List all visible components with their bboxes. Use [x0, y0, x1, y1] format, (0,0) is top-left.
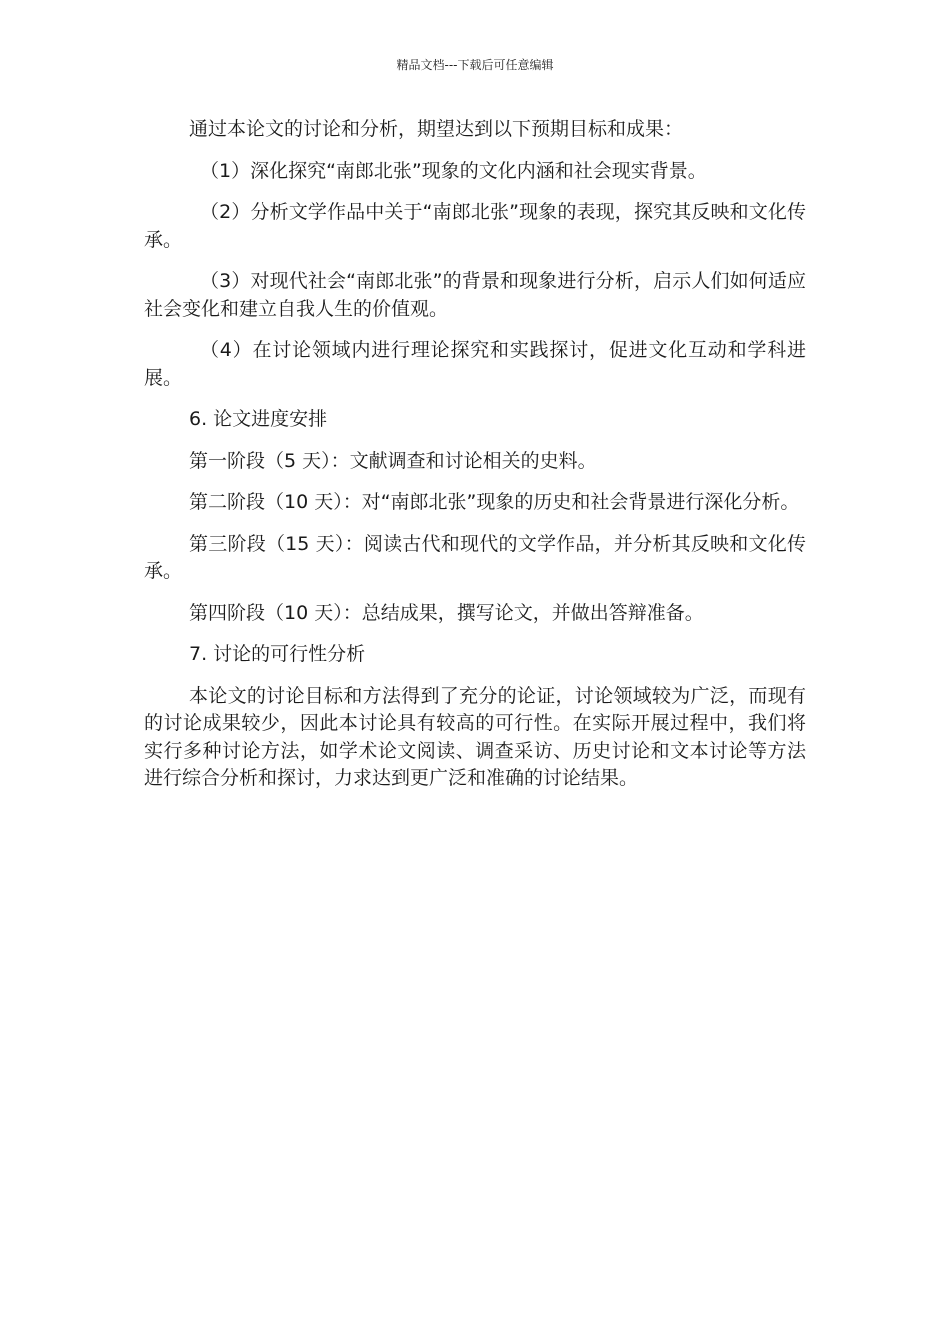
document-body [144, 116, 806, 807]
schedule-stage-4: 第四阶段（10 天）：总结成果，撰写论文，并做出答辩准备。 [189, 601, 704, 624]
feasibility-paragraph: 本论文的讨论目标和方法得到了充分的论证，讨论领域较为广泛，而现有的讨论成果较少，因此本讨论具有较高的可行性。在实际开展过程中，我们将实行多种讨论方法，如学术论文阅读、调查采访、历史讨论和文本讨论等方法进行综合分析和探讨，力求达到更广泛和准确的讨论结果。 [144, 684, 806, 789]
goal-item-2: （2）分析文学作品中关于“南郎北张”现象的表现，探究其反映和文化传承。 [144, 201, 806, 251]
goal-item-4: （4）在讨论领域内进行理论探究和实践探讨，促进文化互动和学科进展。 [144, 339, 806, 389]
intro-paragraph: 通过本论文的讨论和分析，期望达到以下预期目标和成果： [189, 118, 684, 140]
section-heading-feasibility: 7. 讨论的可行性分析 [189, 643, 366, 665]
schedule-stage-3: 第三阶段（15 天）：阅读古代和现代的文学作品，并分析其反映和文化传承。 [144, 532, 806, 582]
page-header: 精品文档---下载后可任意编辑 [396, 58, 554, 72]
goal-item-1: （1）深化探究“南郎北张”现象的文化内涵和社会现实背景。 [200, 159, 707, 182]
section-heading-schedule: 6. 论文进度安排 [189, 408, 328, 430]
schedule-stage-1: 第一阶段（5 天）：文献调查和讨论相关的史料。 [189, 449, 597, 472]
goal-item-3: （3）对现代社会“南郎北张”的背景和现象进行分析，启示人们如何适应社会变化和建立自我人生的价值观。 [144, 270, 806, 320]
schedule-stage-2: 第二阶段（10 天）：对“南郎北张”现象的历史和社会背景进行深化分析。 [189, 491, 800, 513]
